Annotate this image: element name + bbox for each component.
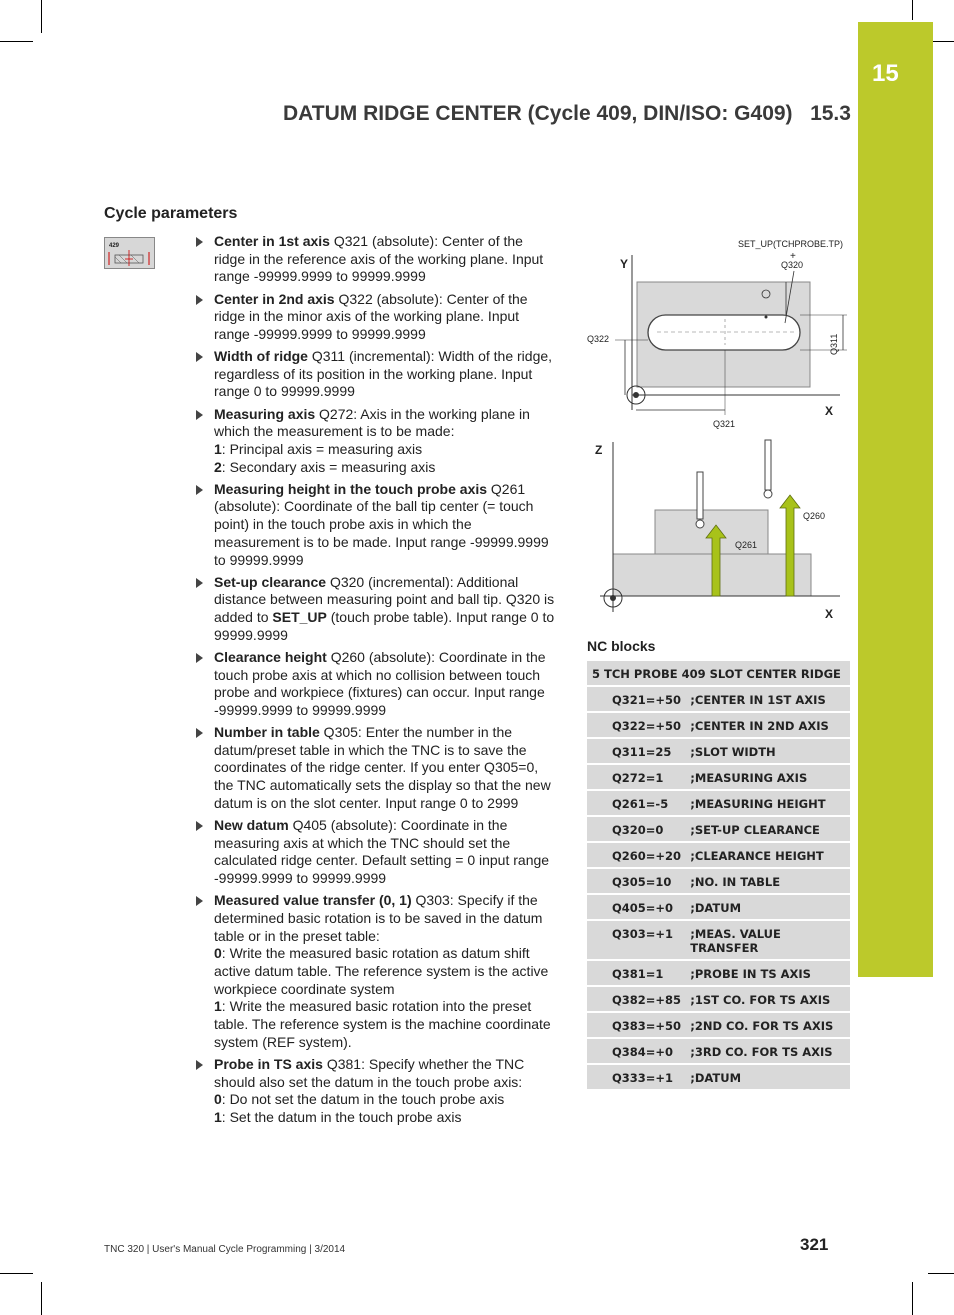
- param-item: [194, 481, 556, 570]
- nc-comment: ;DATUM: [690, 1064, 850, 1090]
- arrow-right-icon: [196, 896, 203, 906]
- option-key: 1: [214, 440, 222, 457]
- nc-blocks-title: NC blocks: [587, 638, 656, 654]
- param-name: Number in table: [214, 724, 320, 741]
- option-text: : Set the datum in the touch probe axis: [221, 1108, 462, 1125]
- table-row: [587, 712, 850, 738]
- param-name: Measured value transfer (0, 1): [214, 892, 412, 909]
- param-item: [194, 1056, 556, 1127]
- nc-code: Q303=+1: [587, 920, 690, 960]
- y-axis-label: Y: [620, 257, 629, 271]
- nc-code: Q383=+50: [587, 1012, 690, 1038]
- q261-label: Q261: [735, 540, 758, 550]
- q320-label: Q320: [781, 260, 804, 270]
- param-item: [194, 291, 556, 344]
- nc-comment: ;CENTER IN 1ST AXIS: [690, 686, 850, 712]
- nc-code: Q321=+50: [587, 686, 690, 712]
- arrow-right-icon: [196, 237, 203, 247]
- option-key: 0: [214, 1091, 222, 1108]
- nc-code: Q261=-5: [587, 790, 690, 816]
- softkey-label: 429: [109, 243, 120, 249]
- nc-comment: ;MEAS. VALUE TRANSFER: [690, 920, 850, 960]
- param-item: [194, 574, 556, 645]
- param-text: Q272: Axis in the working plane in which the measurement is to be made:: [214, 405, 530, 440]
- nc-code: Q305=10: [587, 868, 690, 894]
- z-axis-label: Z: [595, 443, 603, 457]
- table-row: [587, 868, 850, 894]
- cycle-softkey-icon: [104, 237, 155, 269]
- crop-mark: [41, 1282, 42, 1315]
- nc-code: Q405=+0: [587, 894, 690, 920]
- table-row: [587, 738, 850, 764]
- nc-code: Q381=1: [587, 960, 690, 986]
- nc-code: Q320=0: [587, 816, 690, 842]
- param-name: Measuring axis: [214, 405, 316, 422]
- param-name: Center in 1st axis: [214, 233, 330, 249]
- param-text: Q322 (absolute): Center of the ridge in the minor axis of the working plane. Input range -99999.9999 to 99999.9999: [214, 290, 528, 342]
- table-row: [587, 986, 850, 1012]
- nc-code: Q333=+1: [587, 1064, 690, 1090]
- x-axis-label: X: [825, 607, 834, 621]
- param-text: (touch probe table). Input range 0 to 99999.9999: [214, 609, 555, 643]
- table-row: [587, 842, 850, 868]
- nc-code: Q384=+0: [587, 1038, 690, 1064]
- option-key: 2: [214, 458, 222, 475]
- option-text: : Principal axis = measuring axis: [221, 440, 423, 457]
- param-text: Q381: Specify whether the TNC should also set the datum in the touch probe axis:: [214, 1055, 525, 1090]
- table-row: [587, 1012, 850, 1038]
- param-text: Q260 (absolute): Coordinate in the touch probe axis at which no collision between touch probe and workpiece (fixtures) can occur. Input range -99999.9999 to 99999.9999: [214, 648, 546, 718]
- nc-blocks-table: [587, 661, 850, 1091]
- param-text: Q320 (incremental): Additional distance between measuring point and ball tip. Q320 is added to: [214, 573, 555, 626]
- param-text: Q321 (absolute): Center of the ridge in the reference axis of the working plane. Input range -99999.9999 to 99999.9999: [214, 233, 544, 285]
- nc-comment: ;MEASURING AXIS: [690, 764, 850, 790]
- x-axis-label: X: [825, 404, 834, 418]
- nc-code: Q382=+85: [587, 986, 690, 1012]
- table-row: [587, 764, 850, 790]
- param-name: New datum: [214, 816, 289, 833]
- q322-label: Q322: [587, 334, 610, 344]
- arrow-right-icon: [196, 1060, 203, 1070]
- param-name: Clearance height: [214, 648, 327, 665]
- param-item: [194, 406, 556, 477]
- param-item: [194, 649, 556, 720]
- option-text: : Secondary axis = measuring axis: [221, 458, 436, 475]
- param-name: Width of ridge: [214, 348, 308, 364]
- option-key: 0: [214, 945, 222, 962]
- nc-code: Q272=1: [587, 764, 690, 790]
- param-text: Q405 (absolute): Coordinate in the measuring axis at which the TNC should set the calculated ridge center. Default setting = 0 input range -99999.9999 to 99999.9999: [214, 816, 550, 887]
- param-text: Q305: Enter the number in the datum/preset table in which the TNC is to save the coordinates of the ridge center. If you enter Q305=0, the TNC automatically sets the display so that the new datum is on the slot center. Input range 0 to 2999: [214, 724, 551, 811]
- param-name: Center in 2nd axis: [214, 290, 335, 307]
- ridge-top-view-figure: [585, 235, 855, 430]
- param-text: Q261 (absolute): Coordinate of the ball tip center (= touch point) in the touch probe axis in which the measurement is to be made. Input range -99999.9999 to 99999.9999: [214, 480, 549, 568]
- page-header: [283, 102, 851, 126]
- footer-text: TNC 320 | User's Manual Cycle Programming | 3/2014: [104, 1244, 346, 1255]
- nc-comment: ;PROBE IN TS AXIS: [690, 960, 850, 986]
- param-name: Measuring height in the touch probe axis: [214, 480, 488, 497]
- table-row: [587, 960, 850, 986]
- nc-comment: ;CLEARANCE HEIGHT: [690, 842, 850, 868]
- arrow-right-icon: [196, 728, 203, 738]
- param-text: Q303: Specify if the determined basic rotation is to be saved in the datum table or in the preset table:: [214, 892, 543, 944]
- nc-code: Q311=25: [587, 738, 690, 764]
- chapter-tab: [858, 22, 933, 977]
- setup-label: SET_UP(TCHPROBE.TP): [738, 239, 844, 249]
- param-bold-term: SET_UP: [272, 609, 327, 626]
- q311-label: Q311: [829, 333, 839, 355]
- table-row: [587, 686, 850, 712]
- crop-mark: [0, 41, 33, 42]
- option-text: : Write the measured basic rotation as datum shift active datum table. The reference system is the active workpiece coordinate system: [214, 945, 549, 997]
- nc-comment: ;SLOT WIDTH: [690, 738, 850, 764]
- param-item: [194, 724, 556, 813]
- crop-mark: [41, 0, 42, 33]
- q260-label: Q260: [803, 511, 826, 521]
- nc-comment: ;3RD CO. FOR TS AXIS: [690, 1038, 850, 1064]
- arrow-right-icon: [196, 485, 203, 495]
- table-header-row: [587, 661, 850, 686]
- arrow-right-icon: [196, 410, 203, 420]
- table-row: [587, 1038, 850, 1064]
- param-item: [194, 817, 556, 888]
- param-name: Probe in TS axis: [214, 1055, 323, 1072]
- table-row: [587, 816, 850, 842]
- q321-label: Q321: [713, 419, 736, 429]
- nc-comment: ;1ST CO. FOR TS AXIS: [690, 986, 850, 1012]
- param-text: Q311 (incremental): Width of the ridge, regardless of its position in the working plane. Input range 0 to 99999.9999: [214, 348, 553, 400]
- nc-header-cell: 5 TCH PROBE 409 SLOT CENTER RIDGE: [587, 661, 850, 686]
- arrow-right-icon: [196, 295, 203, 305]
- section-title: Cycle parameters: [104, 205, 238, 222]
- nc-comment: ;2ND CO. FOR TS AXIS: [690, 1012, 850, 1038]
- option-key: 1: [214, 998, 222, 1015]
- nc-comment: ;MEASURING HEIGHT: [690, 790, 850, 816]
- option-text: : Write the measured basic rotation into the preset table. The reference system is the machine coordinate system (REF system).: [214, 998, 551, 1050]
- nc-comment: ;DATUM: [690, 894, 850, 920]
- arrow-right-icon: [196, 821, 203, 831]
- ridge-side-view-figure: [585, 432, 855, 627]
- parameter-list: [194, 233, 556, 1131]
- table-row: [587, 894, 850, 920]
- crop-mark: [0, 1273, 33, 1274]
- param-name: Set-up clearance: [214, 573, 327, 590]
- nc-comment: ;NO. IN TABLE: [690, 868, 850, 894]
- option-key: 1: [214, 1108, 222, 1125]
- nc-comment: ;SET-UP CLEARANCE: [690, 816, 850, 842]
- arrow-right-icon: [196, 578, 203, 588]
- param-item: [194, 233, 556, 286]
- plus-mark: +: [790, 251, 796, 262]
- crop-mark: [928, 1273, 954, 1274]
- page-number: 321: [800, 1235, 829, 1254]
- crop-mark: [912, 1282, 913, 1315]
- nc-code: Q260=+20: [587, 842, 690, 868]
- arrow-right-icon: [196, 653, 203, 663]
- chapter-number: 15: [872, 60, 899, 87]
- table-row: [587, 790, 850, 816]
- header-title: DATUM RIDGE CENTER (Cycle 409, DIN/ISO: G409): [283, 102, 793, 125]
- option-text: : Do not set the datum in the touch probe axis: [221, 1091, 505, 1108]
- nc-code: Q322=+50: [587, 712, 690, 738]
- param-item: [194, 348, 556, 401]
- table-row: [587, 920, 850, 960]
- header-section: 15.3: [810, 102, 851, 125]
- param-item: [194, 892, 556, 1051]
- arrow-right-icon: [196, 352, 203, 362]
- nc-comment: ;CENTER IN 2ND AXIS: [690, 712, 850, 738]
- table-row: [587, 1064, 850, 1090]
- crop-mark: [912, 0, 913, 20]
